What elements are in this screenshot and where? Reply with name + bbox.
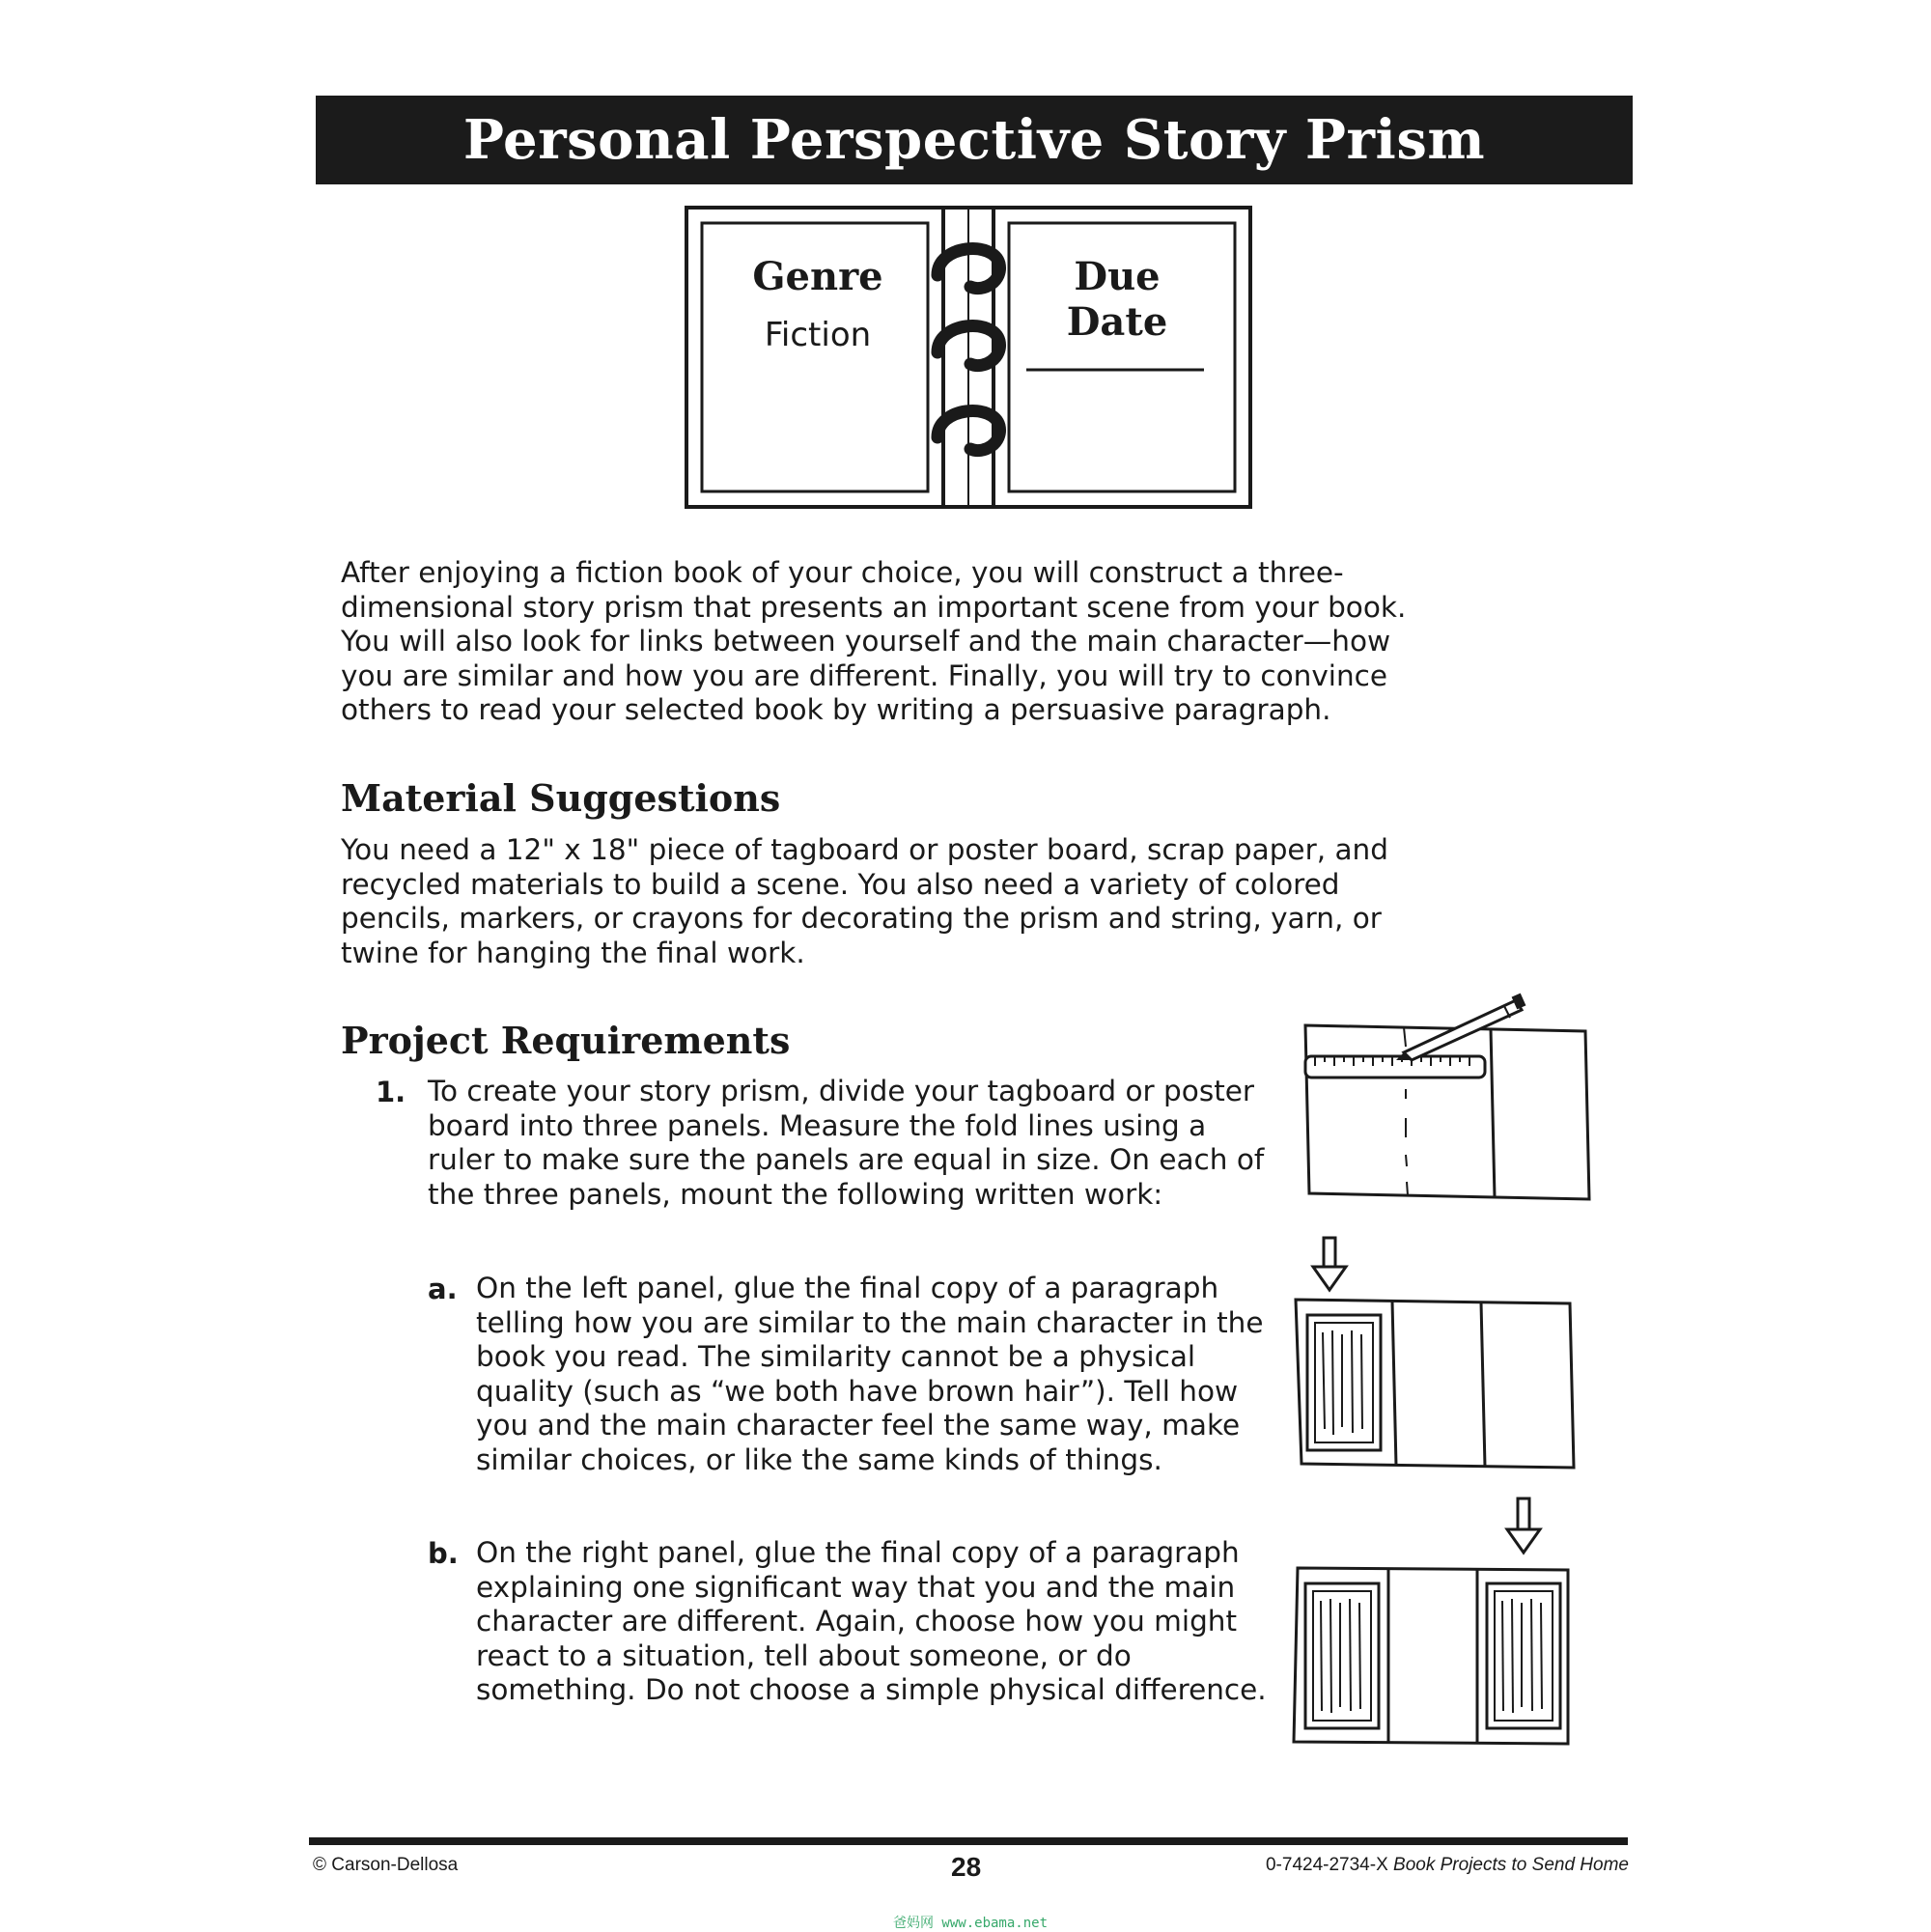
footer-rule (309, 1837, 1628, 1845)
watermark-text: 爸妈网 www.ebama.net (893, 1916, 1049, 1931)
page-title: Personal Perspective Story Prism (462, 108, 1486, 172)
left-panel-illustration (1290, 1236, 1587, 1475)
page-number: 28 (951, 1852, 982, 1882)
intro-paragraph: After enjoying a fiction book of your choice, you will construct a three-dimensional story prism that presents an important scene from your book. You will also look for links between yourself and the main character—how you are similar and how you are different. Finally, you will try to convince others to read your selected book by writing a persuasive paragraph. (341, 556, 1407, 726)
requirements-heading: Project Requirements (341, 1019, 791, 1062)
genre-value: Fiction (764, 316, 872, 354)
requirement-b-text: On the right panel, glue the final copy of a paragraph explaining one significant way that you and the main character are different. Again, choose how you might react to a situation, tell about someone, or do something. Do not choose a simple physical difference. (476, 1536, 1267, 1706)
isbn-text: 0-7424-2734-X (1265, 1855, 1388, 1875)
down-arrow-icon (1313, 1238, 1346, 1290)
requirement-a-marker: a. (428, 1273, 458, 1305)
requirement-b-marker: b. (428, 1537, 459, 1570)
requirement-a-text: On the left panel, glue the final copy of a paragraph telling how you are similar to the main character in the book you read. The similarity cannot be a physical quality (such as “we both have brown hair”). Tell how you and the main character feel the same way, make similar choices, or like the same kinds of things. (476, 1272, 1264, 1476)
binder-graphic (685, 206, 1252, 511)
title-banner (316, 96, 1633, 184)
materials-paragraph: You need a 12" x 18" piece of tagboard or poster board, scrap paper, and recycled materials to build a scene. You also need a variety of colored pencils, markers, or crayons for decorating the prism and string, yarn, or twine for hanging the final work. (341, 833, 1388, 969)
right-panel-illustration (1288, 1497, 1578, 1750)
due-date-label: Due Date (1066, 254, 1168, 345)
genre-label: Genre (752, 254, 883, 299)
requirement-1-marker: 1. (376, 1076, 406, 1108)
ruler-pencil-illustration (1298, 993, 1603, 1207)
down-arrow-icon (1507, 1498, 1540, 1553)
book-title-text: Book Projects to Send Home (1393, 1855, 1629, 1875)
binder-illustration (685, 206, 1252, 511)
materials-heading: Material Suggestions (341, 776, 781, 820)
copyright-text: © Carson-Dellosa (313, 1855, 459, 1875)
footer-book-info (1266, 1855, 1629, 1876)
requirement-1-text: To create your story prism, divide your tagboard or poster board into three panels. Measure the fold lines using a ruler to make sure the panels are equal in size. On each of the three panels, mount the following written work: (428, 1075, 1265, 1211)
